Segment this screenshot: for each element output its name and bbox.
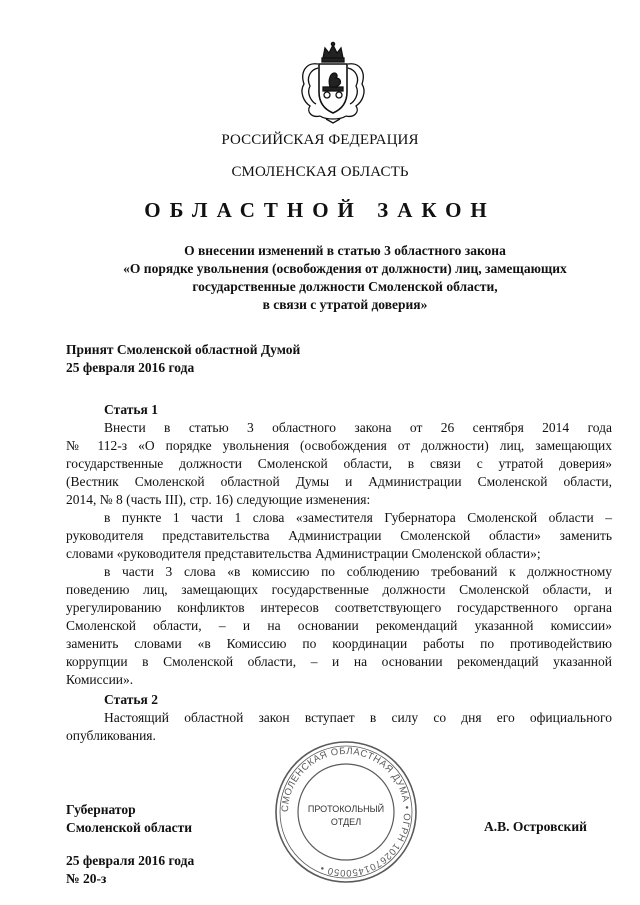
text-line: руководителя представительства Администрации Смоленской области» заменить [66, 528, 612, 543]
article-1-heading: Статья 1 [104, 402, 158, 417]
text-line: 2014, № 8 (часть III), стр. 16) следующие изменения: [66, 492, 371, 507]
stamp-ring-text: СМОЛЕНСКАЯ ОБЛАСТНАЯ ДУМА • ОГРН 1026701450050 • [279, 745, 413, 879]
text-line: (Вестник Смоленской областной Думы и Администрации Смоленской области, [66, 474, 612, 489]
text-line: Настоящий областной закон вступает в силу со дня его официального [104, 710, 612, 725]
text-line: урегулированию конфликтов интересов соответствующего государственного органа [66, 600, 612, 615]
law-subject [60, 242, 630, 314]
text-line: опубликования. [66, 728, 156, 743]
coat-of-arms-emblem [296, 40, 370, 124]
text-line: № 112-з «О порядке увольнения (освобождения от должности) лиц, замещающих [66, 438, 612, 453]
article-1-paragraph-2 [66, 509, 612, 563]
adoption-info [66, 341, 300, 377]
text-line: государственные должности Смоленской области, в связи с утратой доверия» [66, 456, 612, 471]
subject-line: в связи с утратой доверия» [262, 297, 428, 312]
text-line: в пункте 1 части 1 слова «заместителя Губернатора Смоленской области – [104, 510, 612, 525]
adopted-date: 25 февраля 2016 года [66, 360, 195, 375]
article-1-paragraph-3 [66, 563, 612, 689]
region-heading: СМОЛЕНСКАЯ ОБЛАСТЬ [231, 164, 409, 180]
signatory-name: А.В. Островский [484, 819, 587, 834]
text-line: Комиссии». [66, 672, 134, 687]
signing-date: 25 февраля 2016 года [66, 853, 195, 868]
subject-line: «О порядке увольнения (освобождения от должности) лиц, замещающих [123, 261, 567, 276]
law-number: № 20-з [66, 871, 107, 886]
country-heading: РОССИЙСКАЯ ФЕДЕРАЦИЯ [221, 132, 419, 148]
text-line: Смоленской области, – и на основании рекомендаций указанной комиссии» [66, 618, 612, 633]
signatory-title-line: Губернатор [66, 802, 136, 817]
adopted-by: Принят Смоленской областной Думой [66, 342, 301, 357]
subject-line: государственные должности Смоленской области, [192, 279, 498, 294]
subject-line: О внесении изменений в статью 3 областного закона [184, 243, 506, 258]
signatory-title [66, 801, 192, 837]
stamp-center-line-2: ОТДЕЛ [330, 817, 362, 827]
document-type-title: ОБЛАСТНОЙ ЗАКОН [144, 198, 496, 222]
article-2-heading: Статья 2 [104, 692, 158, 707]
signing-info [66, 852, 194, 888]
official-stamp [272, 738, 420, 886]
stamp-center-line-1: ПРОТОКОЛЬНЫЙ [307, 804, 385, 814]
article-1-paragraph-1 [66, 419, 612, 509]
text-line: коррупции в Смоленской области, – и на основании рекомендаций указанной [66, 654, 612, 669]
text-line: словами «руководителя представительства Администрации Смоленской области»; [66, 546, 541, 561]
text-line: заменить словами «в Комиссию по координации работы по противодействию [66, 636, 612, 651]
text-line: в части 3 слова «в комиссию по соблюдению требований к должностному [104, 564, 612, 579]
text-line: Внести в статью 3 областного закона от 26 сентября 2014 года [104, 420, 612, 435]
text-line: поведению лиц, замещающих государственные должности Смоленской области, и [66, 582, 612, 597]
signatory-title-line: Смоленской области [66, 820, 193, 835]
